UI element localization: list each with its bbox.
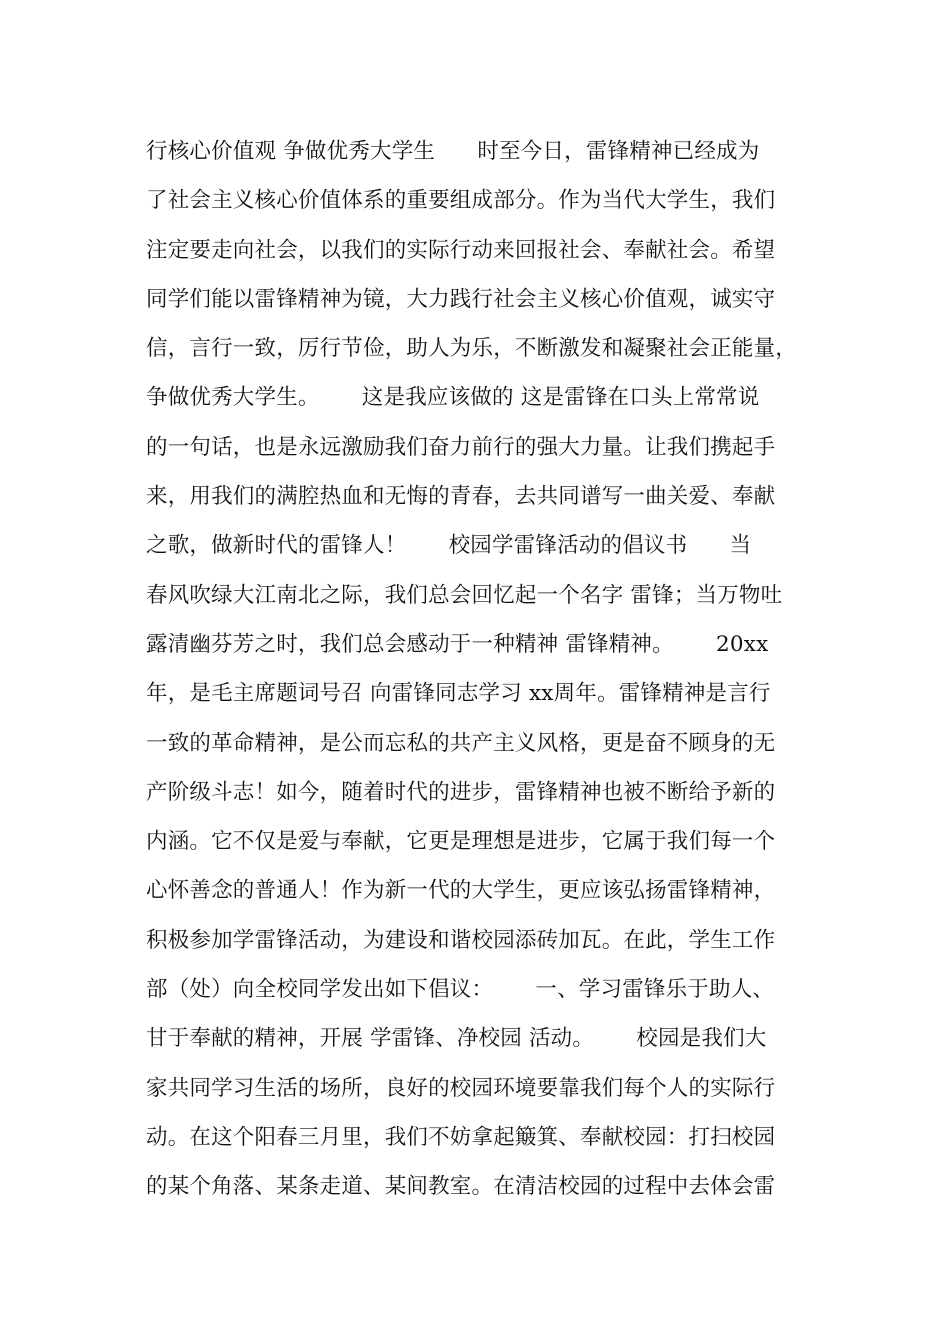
text-line: 心怀善念的普通人！作为新一代的大学生，更应该弘扬雷锋精神， <box>146 878 776 904</box>
text-line: 的某个角落、某条走道、某间教室。在清洁校园的过程中去体会雷 <box>146 1174 776 1200</box>
text-line: 产阶级斗志！如今，随着时代的进步，雷锋精神也被不断给予新的 <box>146 779 776 805</box>
text-line: 行核心价值观 争做优秀大学生 时至今日，雷锋精神已经成为 <box>146 139 760 164</box>
text-line: 信，言行一致，厉行节俭，助人为乐，不断激发和凝聚社会正能量， <box>146 336 798 362</box>
text-line: 了社会主义核心价值体系的重要组成部分。作为当代大学生，我们 <box>146 188 776 214</box>
text-line: 春风吹绿大江南北之际，我们总会回忆起一个名字 雷锋；当万物吐 <box>146 582 783 608</box>
text-line: 家共同学习生活的场所，良好的校园环境要靠我们每个人的实际行 <box>146 1075 776 1101</box>
text-line: 部（处）向全校同学发出如下倡议： 一、学习雷锋乐于助人、 <box>146 977 775 1003</box>
text-line: 内涵。它不仅是爱与奉献，它更是理想是进步，它属于我们每一个 <box>146 829 776 855</box>
text-line: 的一句话，也是永远激励我们奋力前行的强大力量。让我们携起手 <box>146 434 776 460</box>
text-line: 甘于奉献的精神，开展 学雷锋、净校园 活动。 校园是我们大 <box>146 1026 767 1052</box>
text-line: 一致的革命精神，是公而忘私的共产主义风格，更是奋不顾身的无 <box>146 730 776 756</box>
text-line: 年，是毛主席题词号召 向雷锋同志学习 xx周年。雷锋精神是言行 <box>146 681 771 707</box>
text-line: 积极参加学雷锋活动，为建设和谐校园添砖加瓦。在此，学生工作 <box>146 927 776 953</box>
text-line: 注定要走向社会，以我们的实际行动来回报社会、奉献社会。希望 <box>146 237 776 263</box>
text-line: 动。在这个阳春三月里，我们不妨拿起簸箕、奉献校园：打扫校园 <box>146 1124 776 1150</box>
text-line: 争做优秀大学生。 这是我应该做的 这是雷锋在口头上常常说 <box>146 385 760 411</box>
body-text <box>146 131 826 1216</box>
text-line: 来，用我们的满腔热血和无悔的青春，去共同谱写一曲关爱、奉献 <box>146 484 776 510</box>
text-line: 之歌，做新时代的雷锋人！ 校园学雷锋活动的倡议书 当 <box>146 533 752 559</box>
text-line: 同学们能以雷锋精神为镜，大力践行社会主义核心价值观，诚实守 <box>146 286 776 312</box>
text-line: 露清幽芬芳之时，我们总会感动于一种精神 雷锋精神。 20xx <box>146 631 769 657</box>
